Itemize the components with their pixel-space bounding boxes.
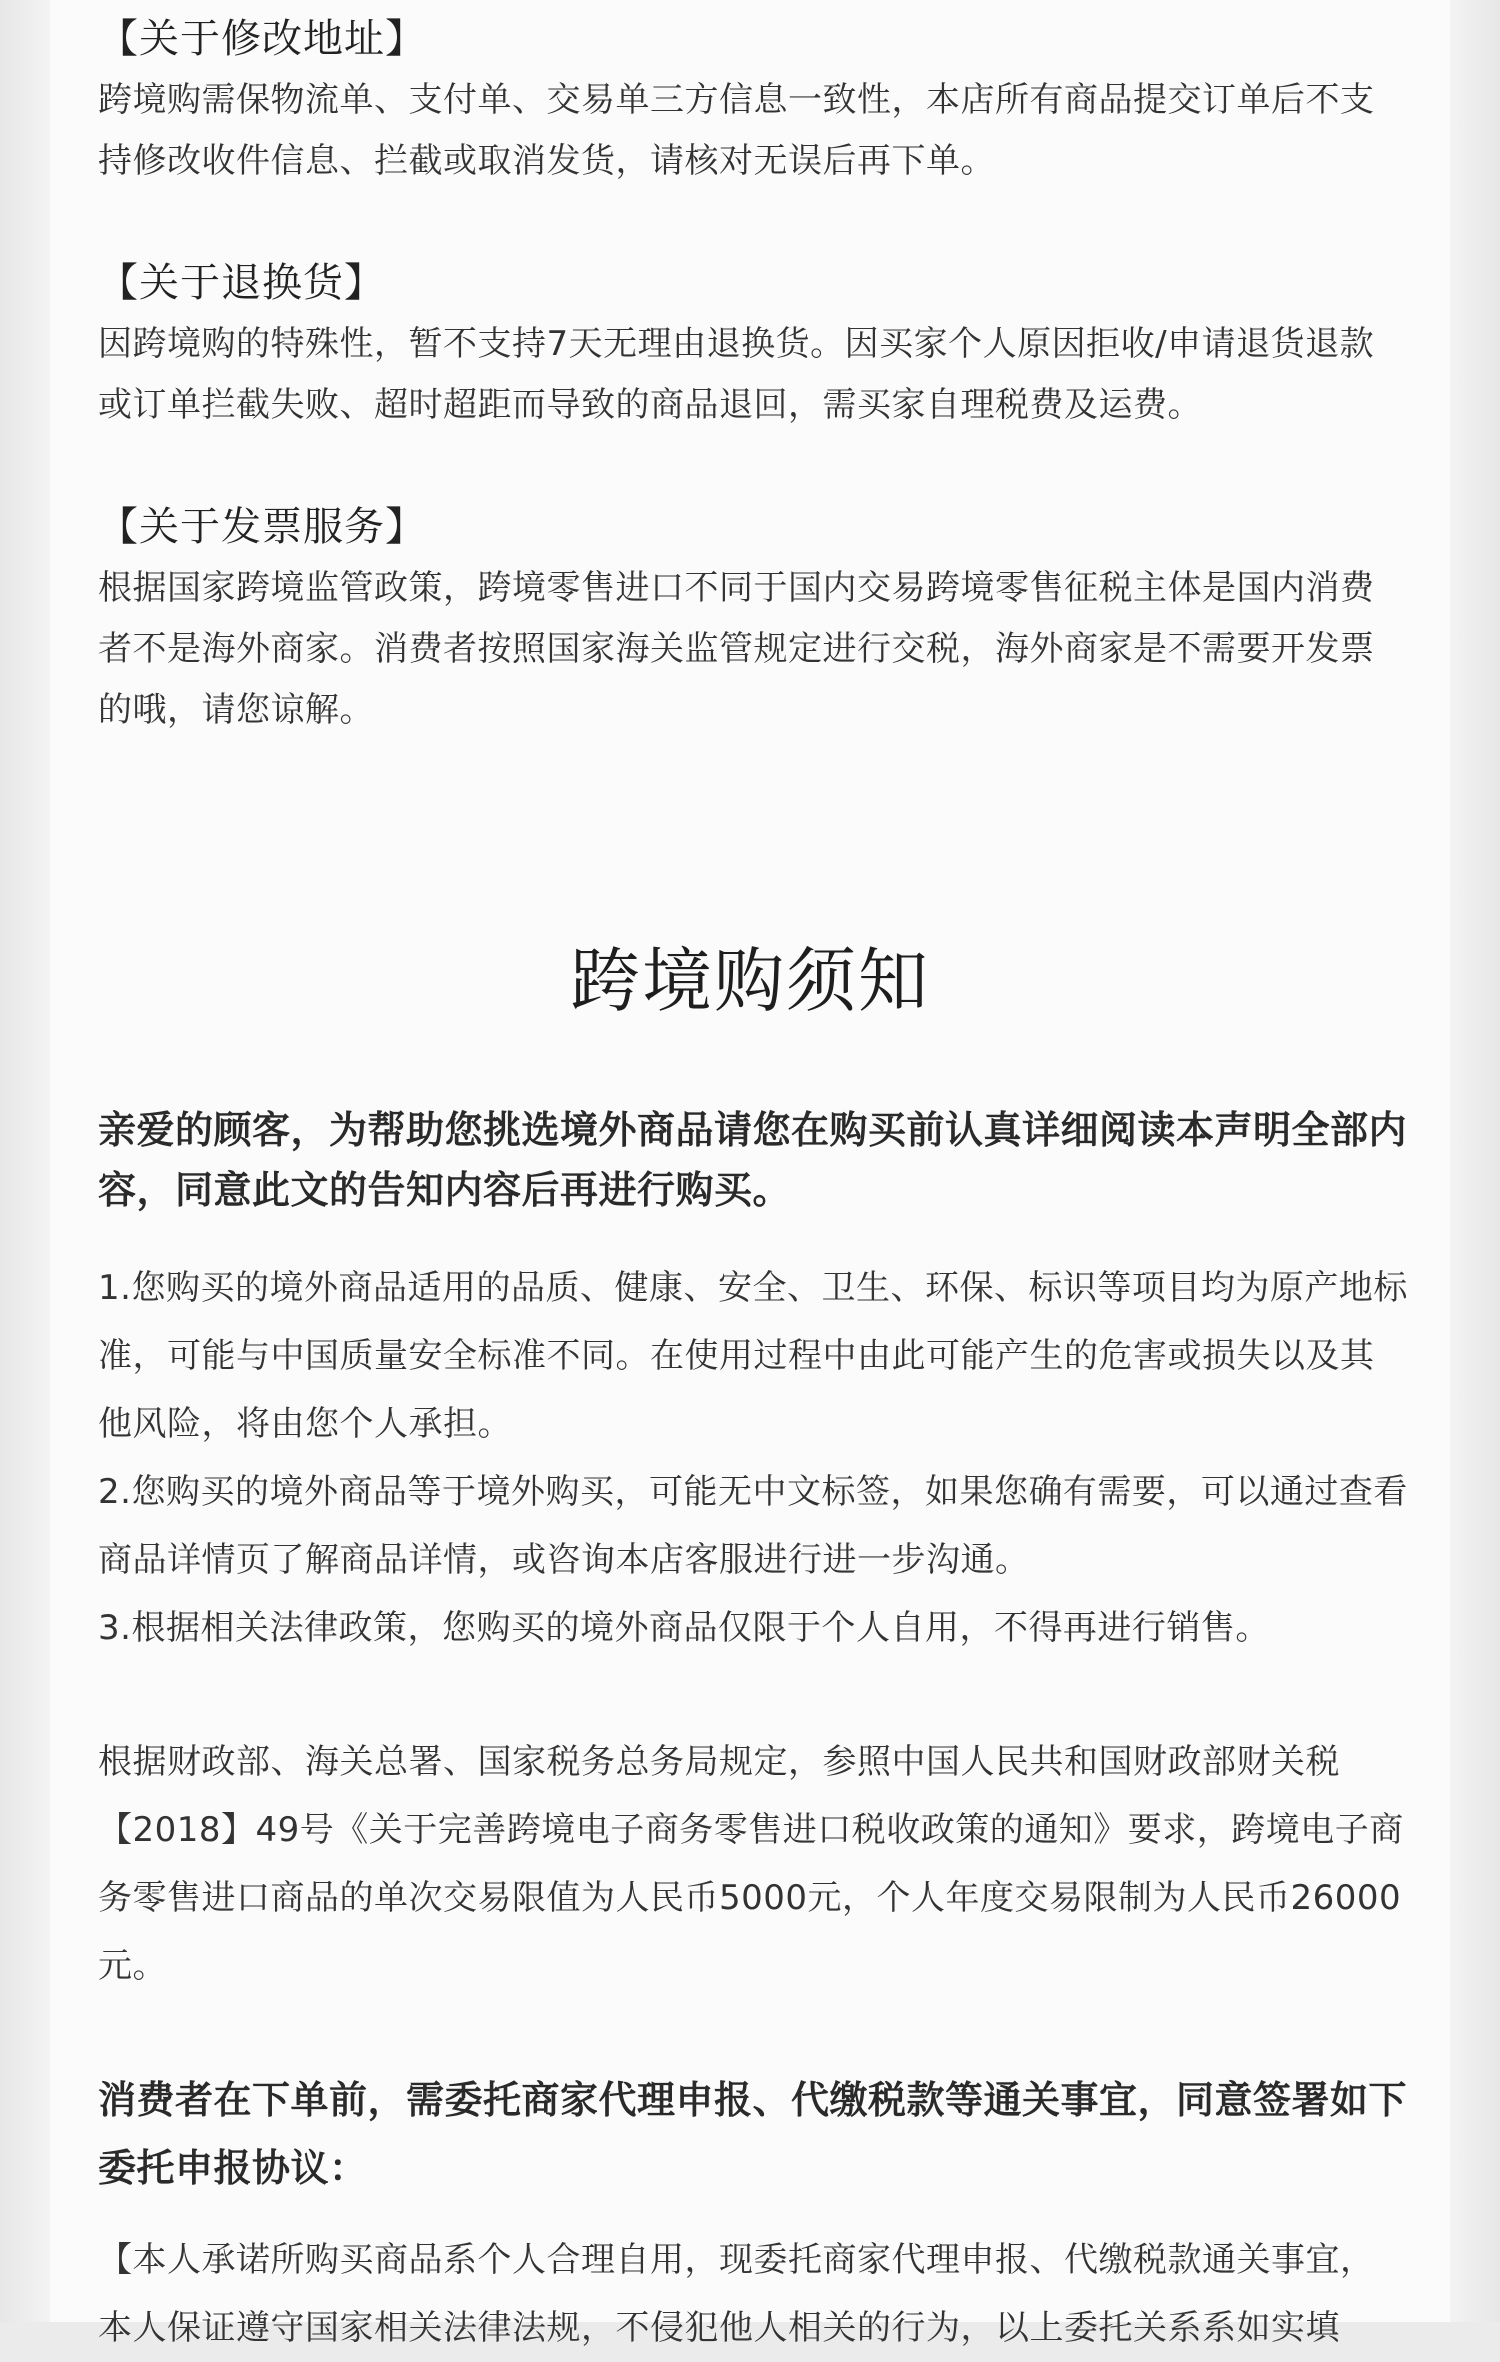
agreement-text: 【本人承诺所购买商品系个人合理自用，现委托商家代理申报、代缴税款通关事宜，本人保证遵守国家相关法律法规，不侵犯他人相关的行为，以上委托关系系如实填 xyxy=(98,2240,1375,2348)
section-invoice-service xyxy=(98,500,1408,741)
notice-item: 3.根据相关法律政策，您购买的境外商品仅限于个人自用，不得再进行销售。 xyxy=(98,1608,1270,1648)
section-address-change xyxy=(98,12,1408,192)
notice-list xyxy=(98,1254,1408,1662)
regulation-paragraph: 根据财政部、海关总署、国家税务总务局规定，参照中国人民共和国财政部财关税【2018】49号《关于完善跨境电子商务零售进口税收政策的通知》要求，跨境电子商务零售进口商品的单次交易限值为人民币5000元，个人年度交易限制为人民币26000元。 xyxy=(98,1742,1404,1986)
section-body: 根据国家跨境监管政策，跨境零售进口不同于国内交易跨境零售征税主体是国内消费者不是海外商家。消费者按照国家海关监管规定进行交税，海外商家是不需要开发票的哦，请您谅解。 xyxy=(98,568,1375,730)
notice-item: 1.您购买的境外商品适用的品质、健康、安全、卫生、环保、标识等项目均为原产地标准，可能与中国质量安全标准不同。在使用过程中由此可能产生的危害或损失以及其他风险，将由您个人承担。 xyxy=(98,1268,1408,1444)
section-return-exchange xyxy=(98,256,1408,436)
section-title: 【关于发票服务】 xyxy=(98,504,426,550)
notice-intro: 亲爱的顾客，为帮助您挑选境外商品请您在购买前认真详细阅读本声明全部内容，同意此文的告知内容后再进行购买。 xyxy=(98,1108,1408,1212)
section-body: 跨境购需保物流单、支付单、交易单三方信息一致性，本店所有商品提交订单后不支持修改收件信息、拦截或取消发货，请核对无误后再下单。 xyxy=(98,80,1375,181)
notice-title: 跨境购须知 xyxy=(570,940,930,1022)
section-title: 【关于退换货】 xyxy=(98,260,385,306)
notice-item: 2.您购买的境外商品等于境外购买，可能无中文标签，如果您确有需要，可以通过查看商品详情页了解商品详情，或咨询本店客服进行进一步沟通。 xyxy=(98,1472,1408,1580)
section-title: 【关于修改地址】 xyxy=(98,16,426,62)
consent-statement: 消费者在下单前，需委托商家代理申报、代缴税款等通关事宜，同意签署如下委托申报协议： xyxy=(98,2078,1408,2190)
section-body: 因跨境购的特殊性，暂不支持7天无理由退换货。因买家个人原因拒收/申请退货退款或订单拦截失败、超时超距而导致的商品退回，需买家自理税费及运费。 xyxy=(98,324,1375,425)
